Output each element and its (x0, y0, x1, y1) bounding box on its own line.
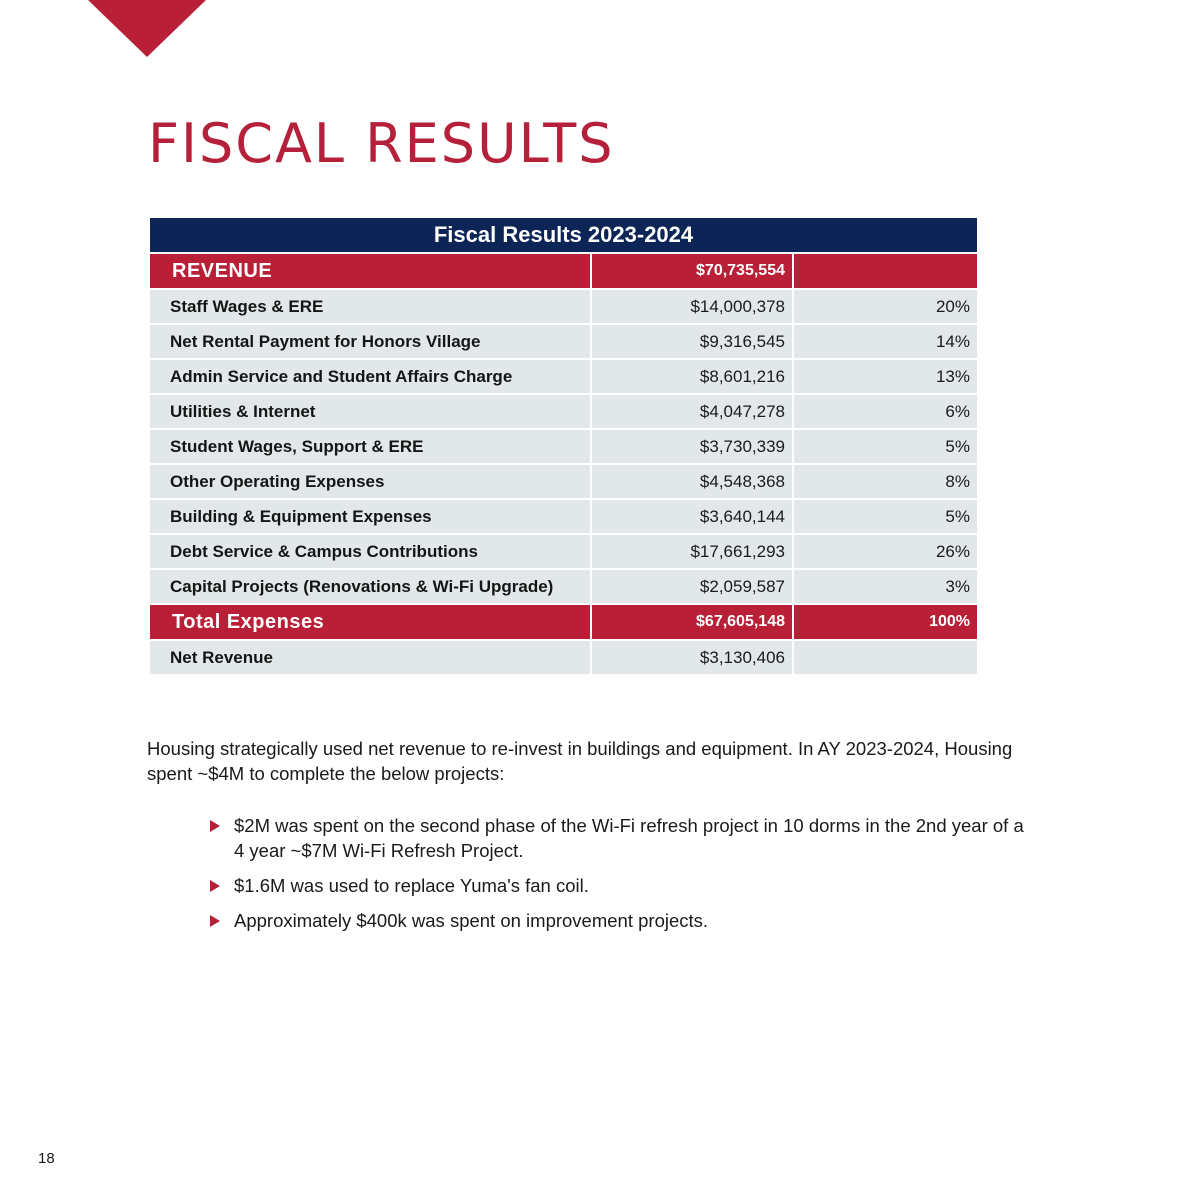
expense-percent: 5% (793, 429, 978, 464)
net-revenue-label: Net Revenue (149, 640, 591, 675)
expense-amount: $4,548,368 (591, 464, 793, 499)
expense-amount: $3,730,339 (591, 429, 793, 464)
corner-triangle-decoration (88, 0, 206, 57)
body-paragraph: Housing strategically used net revenue to re-invest in buildings and equipment. In AY 2023-2024, Housing spent ~$4M to complete the below projects: (147, 738, 1013, 784)
expense-label: Utilities & Internet (149, 394, 591, 429)
table-row (149, 394, 978, 429)
expense-amount: $2,059,587 (591, 569, 793, 604)
table-row (149, 429, 978, 464)
table-row (149, 289, 978, 324)
net-revenue-percent (793, 640, 978, 675)
table-row (149, 464, 978, 499)
triangle-right-icon (210, 820, 220, 832)
revenue-row (149, 253, 978, 289)
expense-label: Other Operating Expenses (149, 464, 591, 499)
table-row (149, 324, 978, 359)
expense-label: Admin Service and Student Affairs Charge (149, 359, 591, 394)
list-item (210, 908, 1030, 933)
expense-label: Building & Equipment Expenses (149, 499, 591, 534)
expense-amount: $9,316,545 (591, 324, 793, 359)
page-number: 18 (38, 1150, 55, 1167)
triangle-right-icon (210, 915, 220, 927)
expense-amount: $3,640,144 (591, 499, 793, 534)
list-item (210, 873, 1030, 898)
expense-percent: 26% (793, 534, 978, 569)
table-row (149, 359, 978, 394)
expense-label: Net Rental Payment for Honors Village (149, 324, 591, 359)
table-title: Fiscal Results 2023-2024 (149, 218, 978, 253)
expense-amount: $17,661,293 (591, 534, 793, 569)
expense-amount: $8,601,216 (591, 359, 793, 394)
table-row (149, 569, 978, 604)
list-item (210, 813, 1030, 863)
expense-label: Capital Projects (Renovations & Wi-Fi Upgrade) (149, 569, 591, 604)
expense-percent: 6% (793, 394, 978, 429)
project-bullet-list (210, 813, 1030, 943)
expense-label: Student Wages, Support & ERE (149, 429, 591, 464)
revenue-amount: $70,735,554 (591, 253, 793, 289)
total-expenses-percent: 100% (793, 604, 978, 640)
expense-label: Staff Wages & ERE (149, 289, 591, 324)
table-row (149, 499, 978, 534)
expense-label: Debt Service & Campus Contributions (149, 534, 591, 569)
expense-amount: $4,047,278 (591, 394, 793, 429)
expense-percent: 5% (793, 499, 978, 534)
expense-percent: 20% (793, 289, 978, 324)
table-row (149, 534, 978, 569)
total-expenses-row (149, 604, 978, 640)
fiscal-results-table (148, 218, 979, 676)
revenue-percent (793, 253, 978, 289)
expense-percent: 14% (793, 324, 978, 359)
bullet-text: $1.6M was used to replace Yuma's fan coil. (234, 875, 589, 896)
triangle-right-icon (210, 880, 220, 892)
total-expenses-label: Total Expenses (149, 604, 591, 640)
net-revenue-row (149, 640, 978, 675)
page-title: FISCAL RESULTS (148, 112, 615, 175)
expense-amount: $14,000,378 (591, 289, 793, 324)
table-title-row (149, 218, 978, 253)
net-revenue-amount: $3,130,406 (591, 640, 793, 675)
bullet-text: Approximately $400k was spent on improvement projects. (234, 910, 709, 931)
expense-percent: 13% (793, 359, 978, 394)
total-expenses-amount: $67,605,148 (591, 604, 793, 640)
bullet-text: $2M was spent on the second phase of the Wi-Fi refresh project in 10 dorms in the 2nd year of a 4 year ~$7M Wi-Fi Refresh Project. (234, 815, 1024, 861)
revenue-label: REVENUE (149, 253, 591, 289)
expense-percent: 3% (793, 569, 978, 604)
expense-percent: 8% (793, 464, 978, 499)
